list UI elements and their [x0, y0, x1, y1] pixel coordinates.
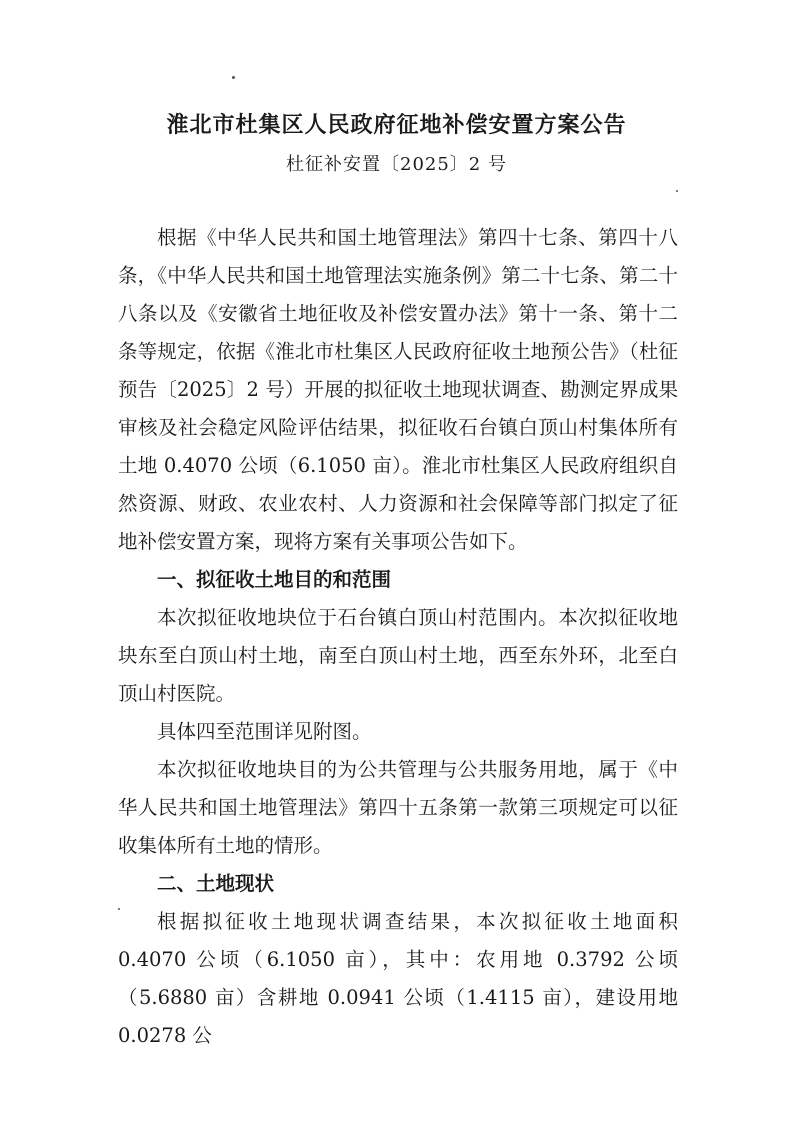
- intro-paragraph: 根据《中华人民共和国土地管理法》第四十七条、第四十八条，《中华人民共和国土地管理法实施条例》第二十七条、第二十八条以及《安徽省土地征收及补偿安置办法》第十一条、第十二条等规定，依据《淮北市杜集区人民政府征收土地预公告》（杜征预告〔2025〕2 号）开展的拟征收土地现状调查、勘测定界成果审核及社会稳定风险评估结果，拟征收石台镇白顶山村集体所有土地 0.4070 公顷（6.1050 亩）。淮北市杜集区人民政府组织自然资源、财政、农业农村、人力资源和社会保障等部门拟定了征地补偿安置方案，现将方案有关事项公告如下。: [118, 226, 678, 553]
- scan-speck: [676, 190, 678, 192]
- purpose-paragraph: 本次拟征收地块位于石台镇白顶山村范围内。本次拟征收地块东至白顶山村土地，南至白顶山村土地，西至东外环，北至白顶山村医院。: [118, 606, 678, 705]
- section-heading-purpose: 一、拟征收土地目的和范围: [157, 568, 392, 591]
- section-heading-land-status: 二、土地现状: [157, 872, 275, 895]
- document-title: 淮北市杜集区人民政府征地补偿安置方案公告: [166, 113, 627, 138]
- scan-speck: [232, 76, 235, 79]
- legal-basis-paragraph: 本次拟征收地块目的为公共管理与公共服务用地，属于《中华人民共和国土地管理法》第四十五条第一款第三项规定可以征收集体所有土地的情形。: [118, 758, 678, 857]
- document-body: [118, 219, 678, 1055]
- document-number: 杜征补安置〔2025〕2 号: [286, 154, 507, 175]
- boundary-paragraph: 具体四至范围详见附图。: [157, 720, 372, 743]
- land-status-paragraph: 根据拟征收土地现状调查结果，本次拟征收土地面积 0.4070 公顷（6.1050 亩），其中：农用地 0.3792 公顷（5.6880 亩）含耕地 0.0941 公顷（1.4115 亩），建设用地 0.0278 公: [118, 910, 678, 1047]
